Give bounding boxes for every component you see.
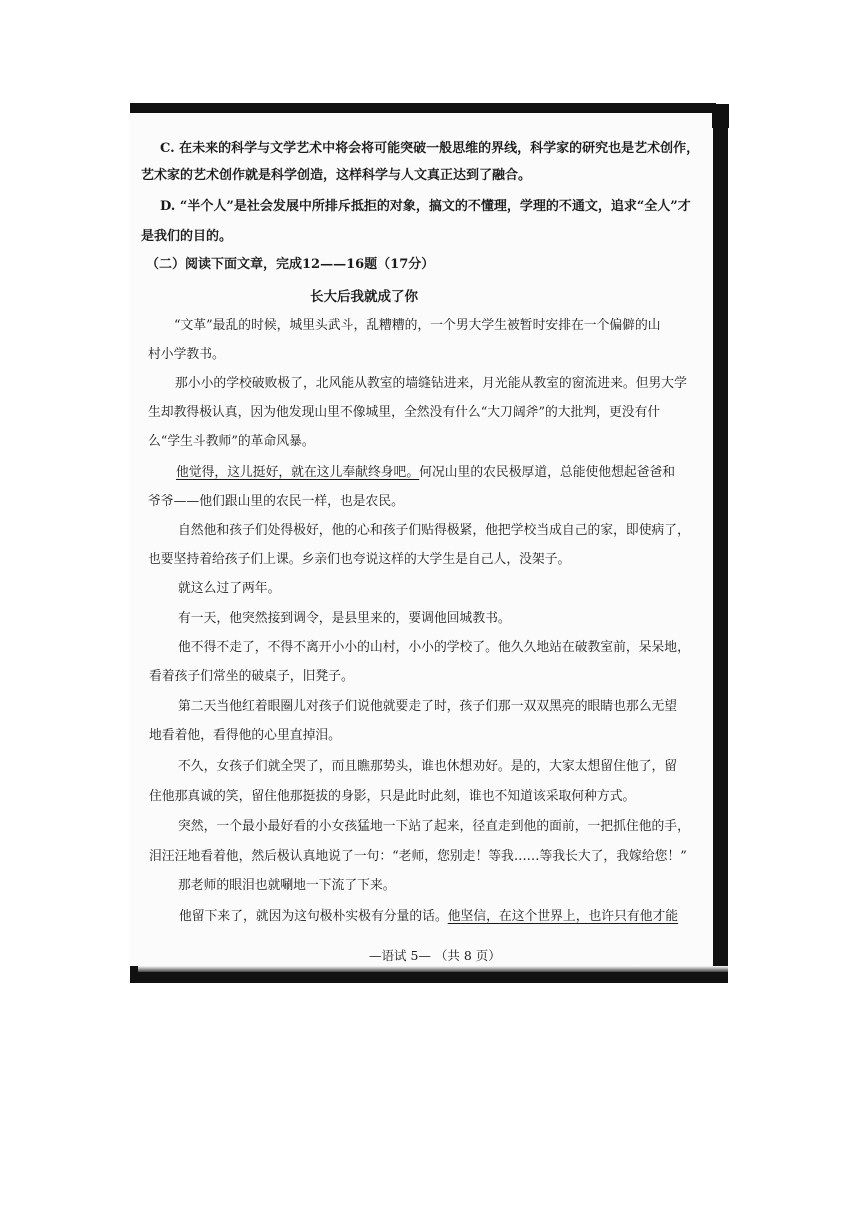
paragraph-7-line-2: 看着孩子们常坐的破桌子，旧凳子。	[149, 669, 354, 684]
paragraph-9-line-1: 不久，女孩子们就全哭了，而且瞧那势头，谁也休想劝好。是的，大家太想留住他了，留	[178, 759, 678, 774]
option-d-line-1: D. “半个人”是社会发展中所排斥抵拒的对象，搞文的不懂理，学理的不通文，追求“全人”才	[160, 199, 691, 214]
paragraph-3-line-1-rest: 何况山里的农民极厚道，总能使他想起爸爸和	[419, 465, 676, 480]
paragraph-8-line-2: 地看着他，看得他的心里直掉泪。	[149, 728, 341, 743]
paragraph-3-line-1	[176, 461, 675, 480]
scan-border-corner-bottom	[130, 966, 138, 983]
paragraph-11: 那老师的眼泪也就唰地一下流了下来。	[178, 878, 396, 893]
paragraph-8-line-1: 第二天当他红着眼圈儿对孩子们说他就要走了时，孩子们那一双双黑亮的眼睛也那么无望	[178, 699, 678, 714]
paragraph-4-line-1: 自然他和孩子们处得极好，他的心和孩子们贴得极紧，他把学校当成自己的家，即使病了，	[178, 523, 690, 538]
underlined-sentence: 他觉得，这儿挺好，就在这儿奉献终身吧。	[176, 465, 420, 480]
paragraph-7-line-1: 他不得不走了，不得不离开小小的山村，小小的学校了。他久久地站在破教室前，呆呆地，	[178, 640, 690, 655]
paragraph-12-line-1-rest: 他留下来了，就因为这句极朴实极有分量的话。	[179, 909, 448, 924]
paragraph-12-line-1	[179, 905, 678, 924]
article-title: 长大后我就成了你	[310, 289, 418, 305]
underlined-sentence-2: 他坚信，在这个世界上，也许只有他才能	[447, 909, 679, 924]
paragraph-2-line-1: 那小小的学校破败极了，北风能从教室的墙缝钻进来，月光能从教室的窗流进来。但男大学	[175, 376, 687, 391]
option-c-line-1: C. 在未来的科学与文学艺术中将会将可能突破一般思维的界线，科学家的研究也是艺术创作，	[160, 141, 700, 156]
paragraph-3-line-2: 爷爷——他们跟山里的农民一样，也是农民。	[148, 494, 404, 509]
paragraph-6: 有一天，他突然接到调令，是县里来的，要调他回城教书。	[178, 611, 511, 626]
section-heading: （二）阅读下面文章，完成12——16题（17分）	[146, 257, 435, 272]
page-footer: —语试 5— （共 8 页）	[369, 948, 501, 963]
paragraph-10-line-2: 泪汪汪地看着他，然后极认真地说了一句：“老师，您别走！等我……等我长大了，我嫁给您！”	[149, 849, 687, 864]
scan-border-bottom	[130, 972, 728, 983]
paragraph-1-line-1: “文革”最乱的时候，城里头武斗，乱糟糟的，一个男大学生被暂时安排在一个偏僻的山	[174, 318, 661, 333]
paragraph-1-line-2: 村小学教书。	[148, 347, 225, 362]
paragraph-9-line-2: 住他那真诚的笑，留住他那挺拔的身影，只是此时此刻，谁也不知道该采取何种方式。	[149, 789, 636, 804]
paragraph-4-line-2: 也要坚持着给孩子们上课。乡亲们也夸说这样的大学生是自己人，没架子。	[148, 552, 571, 567]
paragraph-10-line-1: 突然，一个最小最好看的小女孩猛地一下站了起来，径直走到他的面前，一把抓住他的手，	[178, 819, 690, 834]
scan-border-right	[713, 104, 728, 980]
paragraph-2-line-2: 生却教得极认真，因为他发现山里不像城里，全然没有什么“大刀阔斧”的大批判，更没有什	[148, 405, 661, 420]
option-c-line-2: 艺术家的艺术创作就是科学创造，这样科学与人文真正达到了融合。	[141, 168, 532, 183]
paragraph-5: 就这么过了两年。	[178, 581, 281, 596]
option-d-line-2: 是我们的目的。	[141, 229, 233, 244]
scan-border-top	[130, 103, 716, 113]
paragraph-2-line-3: 么“学生斗教师”的革命风暴。	[148, 434, 315, 449]
